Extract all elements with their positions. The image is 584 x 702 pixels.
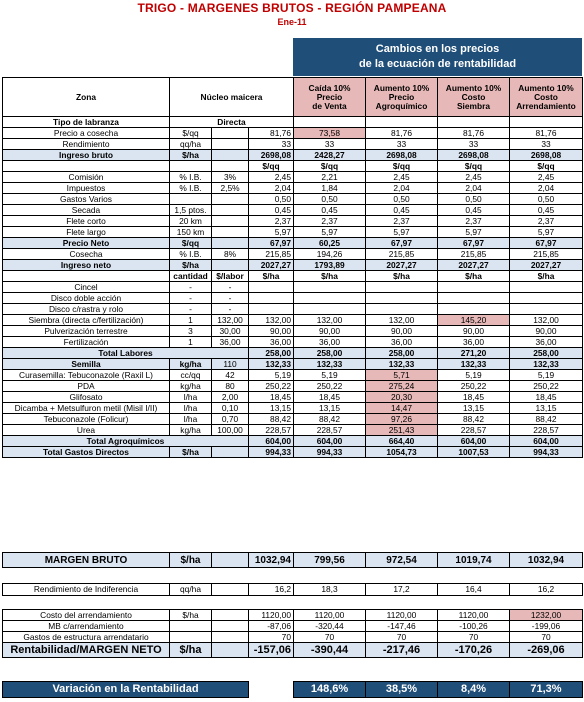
- table-row: Rentabilidad/MARGEN NETO $/ha -157,06 -390,44 -217,46 -170,26 -269,06: [3, 643, 583, 658]
- col-scenario-4: Aumento 10% Costo Arrendamiento: [510, 78, 583, 117]
- table-row: Fertilización 1 36,00 36,00 36,00 36,00 36,00 36,00: [3, 337, 583, 348]
- variacion-table: [2, 681, 583, 698]
- table-row: Total Gastos Directos $/ha 994,33 994,33 1054,73 1007,53 994,33: [3, 447, 583, 458]
- table-row: Secada 1,5 ptos. 0,45 0,45 0,45 0,45 0,45: [3, 205, 583, 216]
- table-row: Impuestos % I.B. 2,5% 2,04 1,84 2,04 2,04 2,04: [3, 183, 583, 194]
- col-scenario-2: Aumento 10% Precio Agroquímico: [366, 78, 438, 117]
- col-scenario-3: Aumento 10% Costo Siembra: [438, 78, 510, 117]
- table-row: Rendimiento qq/ha 33 33 33 33 33: [3, 139, 583, 150]
- table-row: Curasemilla: Tebuconazole (Raxil L) cc/qq 42 5,19 5,19 5,71 5,19 5,19: [3, 370, 583, 381]
- table-row: PDA kg/ha 80 250,22 250,22 275,24 250,22 250,22: [3, 381, 583, 392]
- page-title: TRIGO - MARGENES BRUTOS - REGIÓN PAMPEANA: [137, 1, 447, 15]
- table-row: Ingreso bruto $/ha 2698,08 2428,27 2698,08 2698,08 2698,08: [3, 150, 583, 161]
- page-date: Ene-11: [277, 17, 307, 27]
- total-labores-row: Total Labores 258,00 258,00 258,00 271,20 258,00: [3, 348, 583, 359]
- table-row: MARGEN BRUTO $/ha 1032,94 799,56 972,54 1019,74 1032,94: [3, 553, 583, 568]
- table-row: Variación en la Rentabilidad 148,6% 38,5% 8,4% 71,3%: [3, 682, 583, 698]
- table-row: Precio Neto $/qq 67,97 60,25 67,97 67,97 67,97: [3, 238, 583, 249]
- changes-header-line2: de la ecuación de rentabilidad: [358, 58, 517, 70]
- col-scenario-1: Caída 10% Precio de Venta: [294, 78, 366, 117]
- table-row: Cincel - -: [3, 282, 583, 293]
- table-row: Glifosato l/ha 2,00 18,45 18,45 20,30 18,45 18,45: [3, 392, 583, 403]
- col-nucleo: Núcleo maicera: [170, 78, 294, 117]
- table-row: Cosecha % I.B. 8% 215,85 194,26 215,85 215,85 215,85: [3, 249, 583, 260]
- labores-header-row: cantidad $/labor $/ha $/ha $/ha $/ha $/ha: [3, 271, 583, 282]
- changes-header: [293, 38, 582, 76]
- table-row: Urea kg/ha 100,00 228,57 228,57 251,43 228,57 228,57: [3, 425, 583, 436]
- changes-header-line1: Cambios en los precios: [375, 43, 500, 55]
- table-row: Tebuconazole (Folicur) l/ha 0,70 88,42 88,42 97,26 88,42 88,42: [3, 414, 583, 425]
- table-row: Gastos de estructura arrendatario 70 70 70 70 70: [3, 632, 583, 643]
- table-row: Disco c/rastra y rolo - -: [3, 304, 583, 315]
- table-row: Comisión % I.B. 3% 2,45 2,21 2,45 2,45 2,45: [3, 172, 583, 183]
- table-row: Siembra (directa c/fertilización) 1 132,00 132,00 132,00 132,00 145,20 132,00: [3, 315, 583, 326]
- margin-table: [2, 77, 583, 458]
- table-row: Pulverización terrestre 3 30,00 90,00 90,00 90,00 90,00 90,00: [3, 326, 583, 337]
- table-row: Disco doble acción - -: [3, 293, 583, 304]
- table-row: Dicamba + Metsulfuron metil (Misil I/II) l/ha 0,10 13,15 13,15 14,47 13,15 13,15: [3, 403, 583, 414]
- table-row: Flete largo 150 km 5,97 5,97 5,97 5,97 5,97: [3, 227, 583, 238]
- table-row: Tipo de labranza Directa: [3, 117, 583, 128]
- table-row: Precio a cosecha $/qq 81,76 73,58 81,76 81,76 81,76: [3, 128, 583, 139]
- indiferencia-table: [2, 583, 583, 596]
- table-row: Gastos Varios 0,50 0,50 0,50 0,50 0,50: [3, 194, 583, 205]
- table-row: Ingreso neto $/ha 2027,27 1793,89 2027,27 2027,27 2027,27: [3, 260, 583, 271]
- arrendamiento-table: [2, 609, 583, 658]
- table-row: Flete corto 20 km 2,37 2,37 2,37 2,37 2,37: [3, 216, 583, 227]
- table-row: MB c/arrendamiento -87,06 -320,44 -147,46 -100,26 -199,06: [3, 621, 583, 632]
- qq-header-row: $/qq $/qq $/qq $/qq $/qq: [3, 161, 583, 172]
- table-row: Semilla kg/ha 110 132,33 132,33 132,33 132,33 132,33: [3, 359, 583, 370]
- total-agro-row: Total Agroquímicos 604,00 604,00 664,40 604,00 604,00: [3, 436, 583, 447]
- table-row: Costo del arrendamiento $/ha 1120,00 1120,00 1120,00 1120,00 1232,00: [3, 610, 583, 621]
- table-row: Rendimiento de Indiferencia qq/ha 16,2 18,3 17,2 16,4 16,2: [3, 584, 583, 596]
- col-zona: Zona: [3, 78, 170, 117]
- margen-bruto-table: [2, 552, 583, 568]
